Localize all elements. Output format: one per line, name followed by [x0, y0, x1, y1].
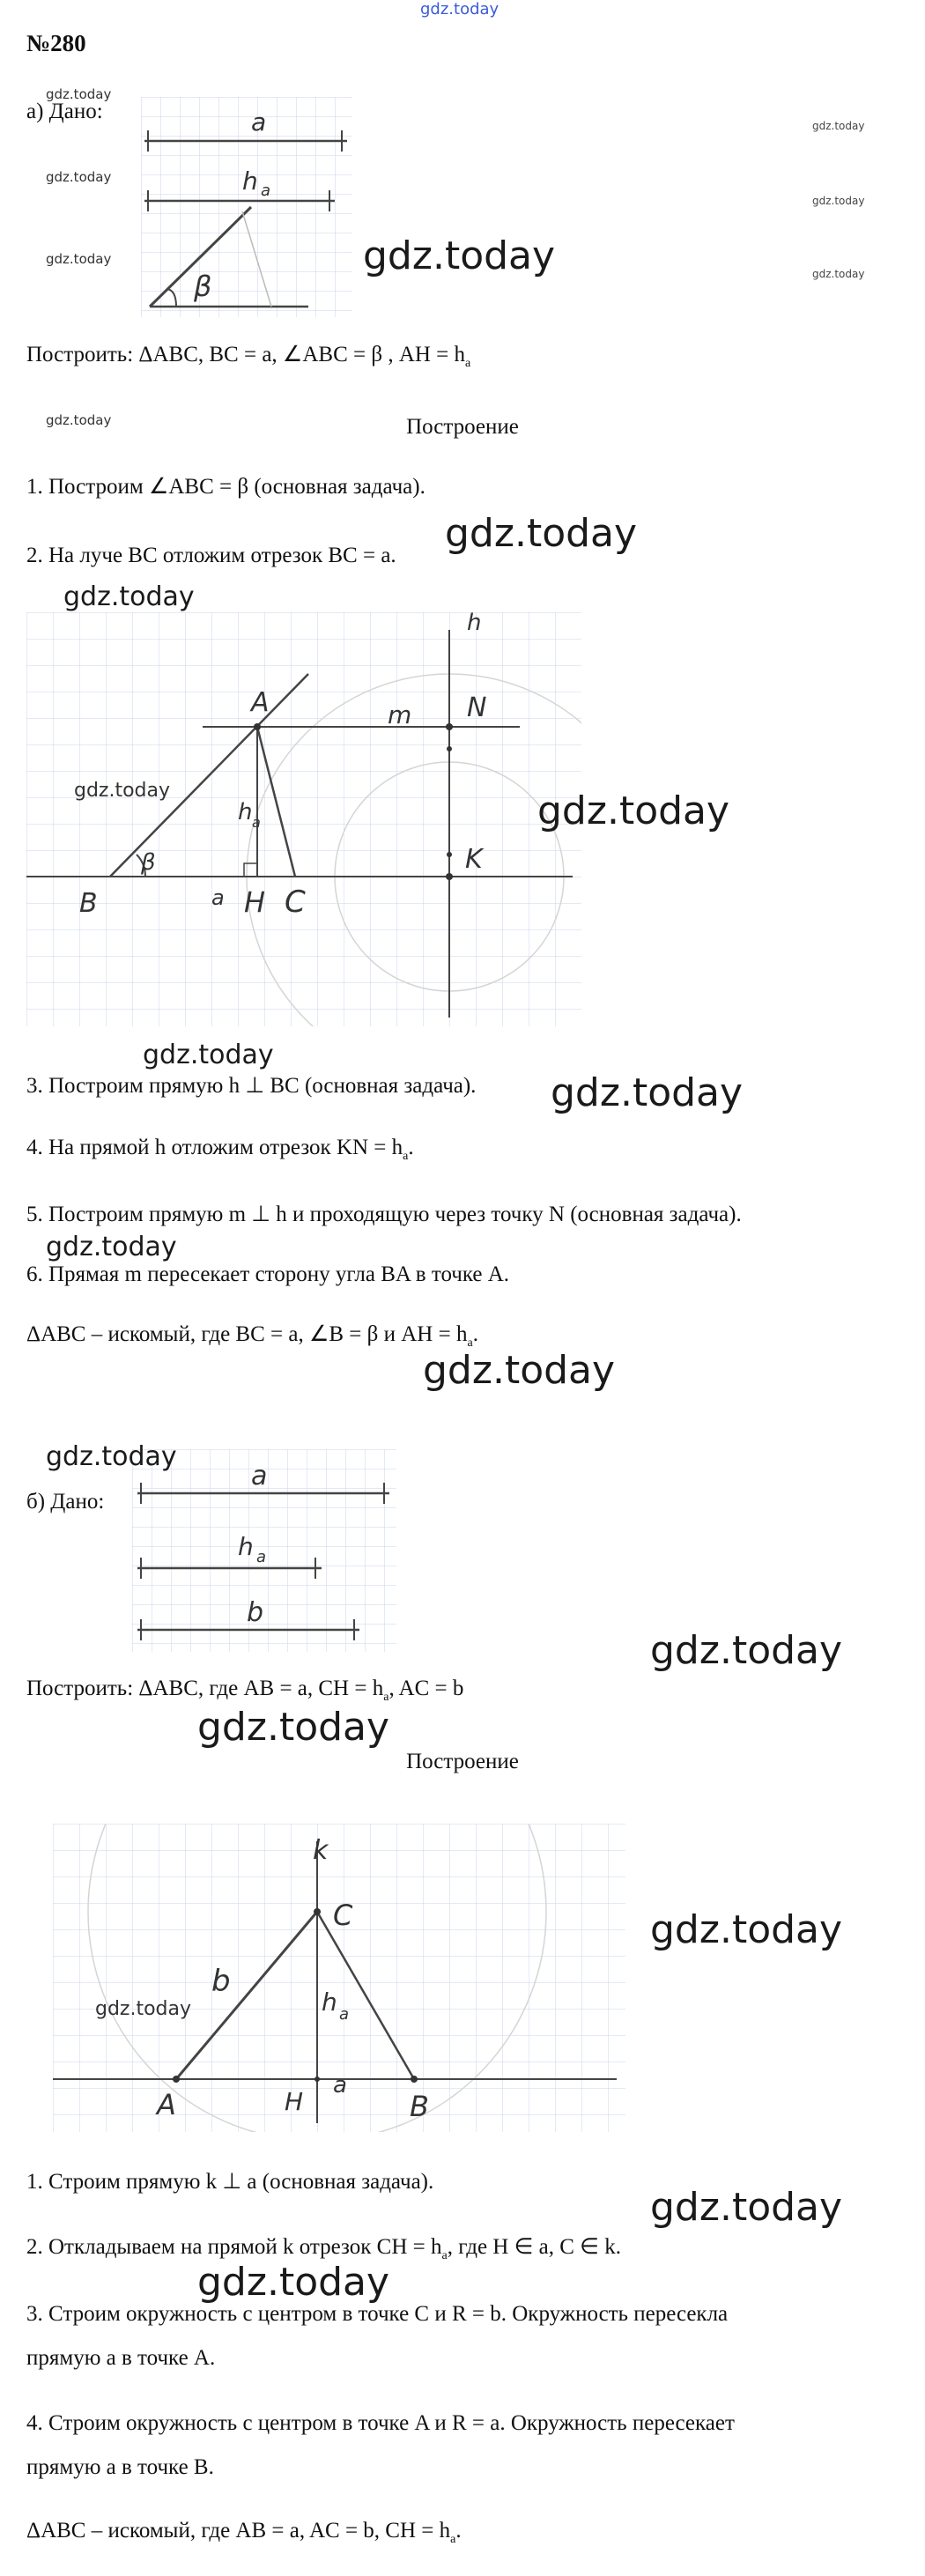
part-b-conclusion: ΔABC – искомый, где AB = a, AC = b, CH = $h_a$.	[26, 2519, 462, 2546]
label-A: A	[157, 2088, 176, 2121]
label-H: H	[285, 2087, 304, 2116]
given-beta-label: β	[194, 270, 212, 303]
given-b-label: b	[247, 1597, 264, 1628]
watermark: gdz.today	[63, 581, 195, 612]
part-b-step-3-cont: прямую a в точке A.	[26, 2346, 216, 2370]
part-a-construction-figure	[26, 612, 581, 1026]
part-b-step-4: 4. Строим окружность с центром в точке A и R = a. Окружность пересекает	[26, 2411, 735, 2435]
label-C: C	[285, 885, 306, 920]
given-ha-label: h	[242, 167, 258, 196]
part-a-given-label: а) Дано:	[26, 100, 103, 123]
part-a-given-figure	[141, 97, 352, 317]
watermark: gdz.today	[74, 780, 171, 802]
part-b-construct: Построить: ΔABC, где AB = a, CH = $h_a$, AC = b	[26, 1677, 464, 1704]
part-a-construct: Построить: ΔABC, BC = a, ∠ABC = β , AH = $h_a$	[26, 343, 471, 370]
part-b-construction-figure	[53, 1824, 625, 2132]
watermark: gdz.today	[95, 1998, 192, 2020]
label-A: A	[251, 687, 270, 718]
given-ha-sub: a	[261, 181, 271, 200]
label-C: C	[333, 1899, 353, 1932]
label-ha: h	[238, 799, 253, 825]
watermark: gdz.today	[363, 233, 556, 278]
label-B: B	[410, 2090, 429, 2123]
label-H: H	[244, 885, 266, 919]
watermark: gdz.today	[445, 511, 638, 556]
watermark: gdz.today	[143, 1040, 274, 1070]
given-ha-sub: a	[256, 1548, 267, 1566]
part-a-step-3: 3. Построим прямую h ⊥ BC (основная задача).	[26, 1074, 477, 1098]
label-B: B	[79, 888, 98, 919]
part-b-step-4-cont: прямую a в точке B.	[26, 2455, 214, 2479]
part-b-step-1: 1. Строим прямую k ⊥ a (основная задача).	[26, 2170, 434, 2194]
watermark: gdz.today	[46, 412, 112, 428]
part-b-step-2: 2. Откладываем на прямой k отрезок CH = $h_a$, где H ∈ a, C ∈ k.	[26, 2235, 621, 2262]
label-ha: h	[322, 1988, 337, 2017]
part-a-step-6: 6. Прямая m пересекает сторону угла BA в точке A.	[26, 1262, 510, 1286]
label-m: m	[388, 700, 412, 729]
watermark: gdz.today	[197, 1705, 390, 1750]
watermark: gdz.today	[46, 86, 112, 102]
watermark: gdz.today	[537, 788, 730, 833]
problem-number: №280	[26, 30, 86, 56]
watermark: gdz.today	[650, 2185, 843, 2230]
part-a-step-2: 2. На луче BC отложим отрезок BC = a.	[26, 544, 396, 567]
watermark: gdz.today	[812, 195, 865, 207]
label-a: a	[333, 2072, 347, 2099]
label-b: b	[211, 1964, 231, 1999]
part-b-given-label: б) Дано:	[26, 1490, 105, 1514]
watermark: gdz.today	[650, 1628, 843, 1673]
label-a: a	[211, 885, 225, 910]
watermark: gdz.today	[46, 1232, 177, 1262]
label-N: N	[467, 692, 487, 723]
label-ha-sub: a	[252, 814, 261, 831]
watermark: gdz.today	[46, 1441, 177, 1472]
given-a-label: a	[251, 107, 267, 137]
watermark: gdz.today	[423, 1348, 616, 1393]
part-b-given-figure	[132, 1449, 396, 1652]
label-h: h	[467, 612, 482, 636]
part-a-conclusion: ΔABC – искомый, где BC = a, ∠B = β и AH = $h_a$.	[26, 1322, 478, 1350]
watermark-top: gdz.today	[420, 0, 500, 19]
part-a-step-4: 4. На прямой h отложим отрезок KN = $h_a$.	[26, 1136, 414, 1163]
part-b-step-3: 3. Строим окружность с центром в точке C и R = b. Окружность пересекла	[26, 2302, 729, 2326]
part-a-heading: Построение	[406, 415, 519, 439]
watermark: gdz.today	[551, 1070, 744, 1115]
watermark: gdz.today	[197, 2260, 390, 2305]
part-a-step-1: 1. Построим ∠ABC = β (основная задача).	[26, 475, 426, 499]
watermark: gdz.today	[46, 251, 112, 267]
part-a-step-5: 5. Построим прямую m ⊥ h и проходящую через точку N (основная задача).	[26, 1203, 742, 1226]
label-K: K	[465, 844, 483, 875]
label-beta: β	[141, 849, 156, 876]
given-a-label: a	[251, 1461, 268, 1492]
watermark: gdz.today	[650, 1907, 843, 1952]
part-b-heading: Построение	[406, 1750, 519, 1773]
watermark: gdz.today	[812, 120, 865, 132]
watermark: gdz.today	[46, 169, 112, 185]
given-ha-label: h	[238, 1532, 254, 1561]
label-k: k	[313, 1835, 329, 1866]
watermark: gdz.today	[812, 268, 865, 280]
label-ha-sub: a	[339, 2005, 350, 2024]
